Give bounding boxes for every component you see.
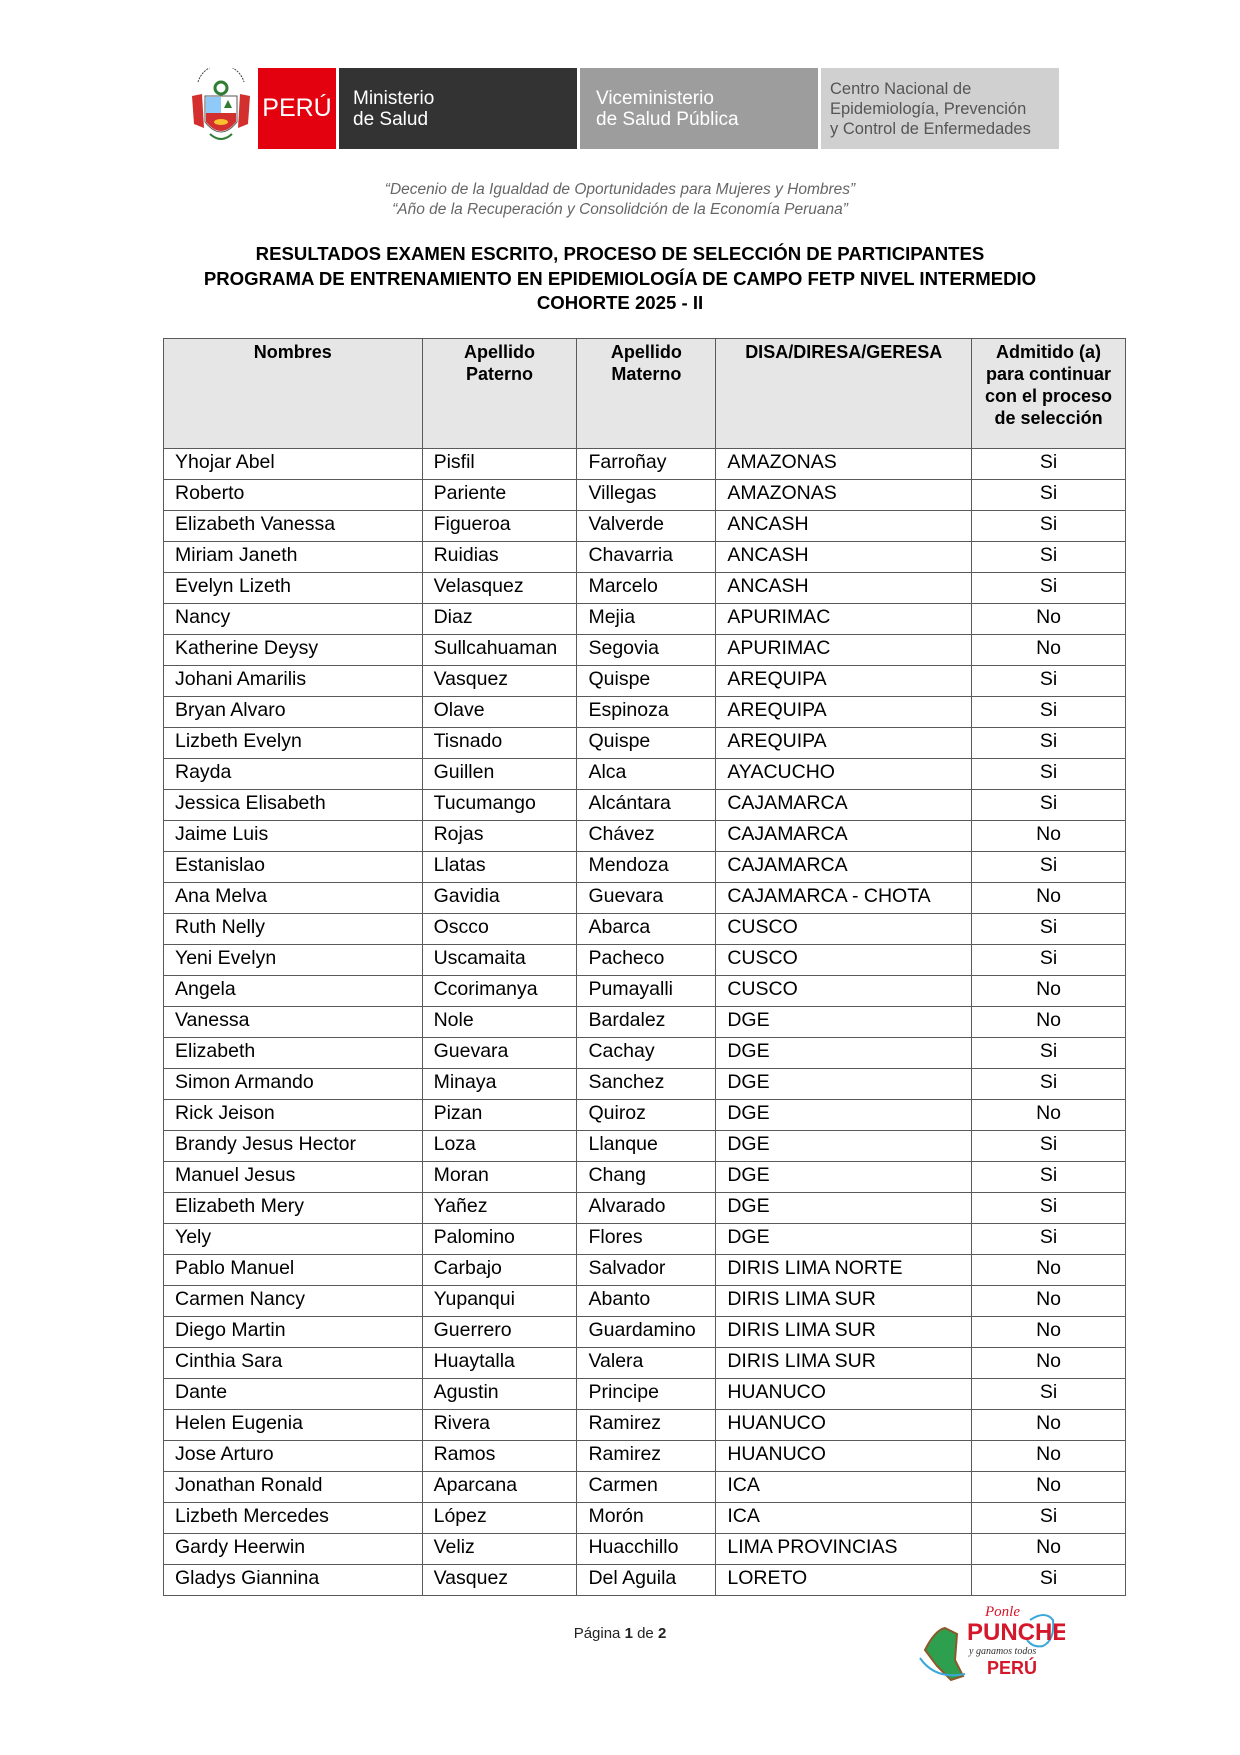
cell-admitido: No (972, 1286, 1126, 1317)
centro-line-3: y Control de Enfermedades (830, 119, 1031, 138)
cell-admitido: No (972, 1100, 1126, 1131)
table-row (164, 1224, 1126, 1255)
cell-nombres: Estanislao (164, 852, 423, 883)
cell-apellido-materno: Morón (577, 1503, 716, 1534)
cell-nombres: Manuel Jesus (164, 1162, 423, 1193)
motto-line-1: “Decenio de la Igualdad de Oportunidades para Mujeres y Hombres” (384, 181, 856, 198)
cell-disa: DGE (716, 1100, 972, 1131)
table-row (164, 1534, 1126, 1565)
cell-apellido-paterno: Agustin (422, 1379, 577, 1410)
motto-line-2: “Año de la Recuperación y Consolidción de la Economía Peruana” (392, 201, 848, 218)
cell-nombres: Gladys Giannina (164, 1565, 423, 1596)
page-total: 2 (657, 1625, 667, 1642)
cell-nombres: Diego Martin (164, 1317, 423, 1348)
cell-disa: CUSCO (716, 914, 972, 945)
cell-apellido-materno: Principe (577, 1379, 716, 1410)
cell-disa: LIMA PROVINCIAS (716, 1534, 972, 1565)
cell-disa: ANCASH (716, 573, 972, 604)
cell-apellido-materno: Carmen (577, 1472, 716, 1503)
cell-disa: CAJAMARCA (716, 790, 972, 821)
viceministerio-block (580, 68, 818, 149)
peru-brand-block (258, 68, 336, 149)
cell-apellido-paterno: Veliz (422, 1534, 577, 1565)
cell-admitido: Si (972, 914, 1126, 945)
cell-disa: LORETO (716, 1565, 972, 1596)
table-row (164, 1286, 1126, 1317)
cell-nombres: Brandy Jesus Hector (164, 1131, 423, 1162)
cell-admitido: Si (972, 697, 1126, 728)
cell-nombres: Yely (164, 1224, 423, 1255)
cell-nombres: Elizabeth Vanessa (164, 511, 423, 542)
cell-apellido-paterno: Ruidias (422, 542, 577, 573)
cell-admitido: Si (972, 790, 1126, 821)
cell-apellido-paterno: Pariente (422, 480, 577, 511)
cell-apellido-paterno: Pizan (422, 1100, 577, 1131)
cell-apellido-materno: Mendoza (577, 852, 716, 883)
table-row (164, 1038, 1126, 1069)
campaign-punche: PUNCHE (967, 1619, 1065, 1646)
cell-disa: DGE (716, 1038, 972, 1069)
cell-nombres: Cinthia Sara (164, 1348, 423, 1379)
cell-apellido-paterno: Vasquez (422, 1565, 577, 1596)
mottos (0, 180, 1240, 220)
header-admitido (972, 339, 1126, 449)
cell-disa: DIRIS LIMA SUR (716, 1348, 972, 1379)
header-nombres: Nombres (164, 339, 423, 449)
cell-apellido-materno: Quispe (577, 666, 716, 697)
table-row (164, 1503, 1126, 1534)
table-row (164, 1100, 1126, 1131)
cell-nombres: Gardy Heerwin (164, 1534, 423, 1565)
cell-apellido-paterno: Sullcahuaman (422, 635, 577, 666)
cell-nombres: Vanessa (164, 1007, 423, 1038)
header-apellido-paterno-text: Apellido Paterno (464, 342, 536, 384)
campaign-peru: PERÚ (987, 1658, 1038, 1678)
cell-nombres: Dante (164, 1379, 423, 1410)
cell-nombres: Elizabeth Mery (164, 1193, 423, 1224)
table-row (164, 1441, 1126, 1472)
table-row (164, 449, 1126, 480)
cell-nombres: Jaime Luis (164, 821, 423, 852)
ministerio-line-2: de Salud (353, 108, 429, 130)
cell-apellido-paterno: Tisnado (422, 728, 577, 759)
table-row (164, 1193, 1126, 1224)
cell-nombres: Yhojar Abel (164, 449, 423, 480)
cell-nombres: Yeni Evelyn (164, 945, 423, 976)
cell-apellido-paterno: Ramos (422, 1441, 577, 1472)
cell-apellido-paterno: Pisfil (422, 449, 577, 480)
cell-nombres: Pablo Manuel (164, 1255, 423, 1286)
cell-apellido-materno: Bardalez (577, 1007, 716, 1038)
cell-admitido: Si (972, 759, 1126, 790)
cell-disa: HUANUCO (716, 1441, 972, 1472)
cell-nombres: Johani Amarilis (164, 666, 423, 697)
cell-admitido: No (972, 635, 1126, 666)
cell-apellido-materno: Alcántara (577, 790, 716, 821)
cell-disa: AREQUIPA (716, 697, 972, 728)
cell-admitido: Si (972, 1224, 1126, 1255)
cell-admitido: No (972, 1007, 1126, 1038)
cell-nombres: Ana Melva (164, 883, 423, 914)
table-row (164, 604, 1126, 635)
page-label: Página (573, 1625, 621, 1642)
cell-disa: ANCASH (716, 511, 972, 542)
cell-disa: ANCASH (716, 542, 972, 573)
title-line-1: RESULTADOS EXAMEN ESCRITO, PROCESO DE SELECCIÓN DE PARTICIPANTES (255, 243, 985, 264)
centro-line-1: Centro Nacional de (830, 79, 972, 98)
cell-nombres: Miriam Janeth (164, 542, 423, 573)
cell-admitido: No (972, 1410, 1126, 1441)
cell-disa: HUANUCO (716, 1379, 972, 1410)
cell-apellido-paterno: Ccorimanya (422, 976, 577, 1007)
cell-admitido: No (972, 1534, 1126, 1565)
cell-disa: APURIMAC (716, 604, 972, 635)
cell-apellido-paterno: López (422, 1503, 577, 1534)
cell-apellido-materno: Chavarria (577, 542, 716, 573)
cell-admitido: No (972, 604, 1126, 635)
cell-apellido-materno: Abanto (577, 1286, 716, 1317)
table-row (164, 759, 1126, 790)
table-row (164, 1379, 1126, 1410)
cell-admitido: Si (972, 1193, 1126, 1224)
cell-apellido-paterno: Carbajo (422, 1255, 577, 1286)
ministerio-line-1: Ministerio (353, 87, 435, 109)
cell-disa: ICA (716, 1503, 972, 1534)
cell-apellido-paterno: Llatas (422, 852, 577, 883)
cell-nombres: Jose Arturo (164, 1441, 423, 1472)
cell-apellido-materno: Segovia (577, 635, 716, 666)
cell-apellido-materno: Espinoza (577, 697, 716, 728)
table-body (164, 449, 1126, 1596)
cell-nombres: Jonathan Ronald (164, 1472, 423, 1503)
cell-apellido-materno: Abarca (577, 914, 716, 945)
cell-apellido-paterno: Minaya (422, 1069, 577, 1100)
cell-admitido: No (972, 976, 1126, 1007)
cell-disa: CAJAMARCA (716, 852, 972, 883)
cell-admitido: Si (972, 852, 1126, 883)
cell-apellido-paterno: Vasquez (422, 666, 577, 697)
cell-disa: AREQUIPA (716, 666, 972, 697)
cell-apellido-materno: Guardamino (577, 1317, 716, 1348)
cell-apellido-paterno: Moran (422, 1162, 577, 1193)
cell-disa: DIRIS LIMA SUR (716, 1286, 972, 1317)
cell-disa: DGE (716, 1193, 972, 1224)
cell-apellido-paterno: Uscamaita (422, 945, 577, 976)
cell-disa: DGE (716, 1007, 972, 1038)
cell-nombres: Nancy (164, 604, 423, 635)
table-row (164, 1162, 1126, 1193)
table-row (164, 573, 1126, 604)
cell-apellido-paterno: Tucumango (422, 790, 577, 821)
cell-nombres: Lizbeth Evelyn (164, 728, 423, 759)
page-of: de (637, 1625, 654, 1642)
page-current: 1 (624, 1625, 633, 1642)
table-row (164, 1317, 1126, 1348)
table-row (164, 511, 1126, 542)
cell-apellido-materno: Quispe (577, 728, 716, 759)
cell-admitido: Si (972, 511, 1126, 542)
cell-apellido-materno: Ramirez (577, 1441, 716, 1472)
peru-coat-of-arms-icon (190, 68, 252, 149)
cell-apellido-materno: Quiroz (577, 1100, 716, 1131)
ponle-punche-logo (915, 1600, 1065, 1685)
cell-apellido-materno: Sanchez (577, 1069, 716, 1100)
cell-nombres: Lizbeth Mercedes (164, 1503, 423, 1534)
cell-admitido: Si (972, 666, 1126, 697)
cell-apellido-paterno: Yañez (422, 1193, 577, 1224)
cell-disa: AMAZONAS (716, 449, 972, 480)
cell-nombres: Evelyn Lizeth (164, 573, 423, 604)
cell-apellido-paterno: Olave (422, 697, 577, 728)
cell-admitido: Si (972, 1503, 1126, 1534)
cell-admitido: No (972, 1441, 1126, 1472)
institutional-banner (190, 68, 1059, 149)
table-row (164, 666, 1126, 697)
cell-apellido-materno: Pacheco (577, 945, 716, 976)
cell-admitido: Si (972, 945, 1126, 976)
cell-disa: CUSCO (716, 976, 972, 1007)
cell-apellido-paterno: Aparcana (422, 1472, 577, 1503)
cell-apellido-materno: Farroñay (577, 449, 716, 480)
cell-apellido-materno: Del Aguila (577, 1565, 716, 1596)
table-row (164, 883, 1126, 914)
table-row (164, 852, 1126, 883)
table-row (164, 697, 1126, 728)
table-row (164, 1410, 1126, 1441)
cell-disa: DGE (716, 1131, 972, 1162)
cell-apellido-materno: Chávez (577, 821, 716, 852)
cell-admitido: Si (972, 1069, 1126, 1100)
centro-line-2: Epidemiología, Prevención (830, 99, 1027, 118)
table-header-row (164, 339, 1126, 449)
cell-nombres: Carmen Nancy (164, 1286, 423, 1317)
cell-nombres: Simon Armando (164, 1069, 423, 1100)
cell-apellido-materno: Valverde (577, 511, 716, 542)
cell-disa: HUANUCO (716, 1410, 972, 1441)
table-row (164, 976, 1126, 1007)
cell-admitido: Si (972, 542, 1126, 573)
table-row (164, 1069, 1126, 1100)
table-row (164, 480, 1126, 511)
cell-apellido-paterno: Loza (422, 1131, 577, 1162)
cell-nombres: Roberto (164, 480, 423, 511)
table-row (164, 1472, 1126, 1503)
table-row (164, 728, 1126, 759)
cell-apellido-paterno: Oscco (422, 914, 577, 945)
table-row (164, 1131, 1126, 1162)
cell-admitido: Si (972, 573, 1126, 604)
cell-admitido: Si (972, 1131, 1126, 1162)
cell-nombres: Rick Jeison (164, 1100, 423, 1131)
cell-admitido: Si (972, 728, 1126, 759)
cell-apellido-paterno: Rojas (422, 821, 577, 852)
viceministerio-line-1: Viceministerio (596, 87, 714, 109)
cell-disa: CAJAMARCA (716, 821, 972, 852)
cell-admitido: No (972, 1317, 1126, 1348)
document-title (0, 242, 1240, 316)
cell-admitido: No (972, 821, 1126, 852)
cell-apellido-paterno: Guevara (422, 1038, 577, 1069)
cell-apellido-materno: Salvador (577, 1255, 716, 1286)
cell-disa: ICA (716, 1472, 972, 1503)
cell-admitido: Si (972, 1379, 1126, 1410)
header-apellido-paterno (422, 339, 577, 449)
cell-apellido-paterno: Huaytalla (422, 1348, 577, 1379)
table-row (164, 945, 1126, 976)
cell-apellido-paterno: Diaz (422, 604, 577, 635)
table-row (164, 1255, 1126, 1286)
cell-disa: DGE (716, 1069, 972, 1100)
cell-apellido-materno: Valera (577, 1348, 716, 1379)
title-line-2: PROGRAMA DE ENTRENAMIENTO EN EPIDEMIOLOGÍA DE CAMPO FETP NIVEL INTERMEDIO (203, 267, 1037, 289)
table-row (164, 790, 1126, 821)
cell-disa: CUSCO (716, 945, 972, 976)
header-apellido-materno (577, 339, 716, 449)
title-line-3: COHORTE 2025 - II (536, 292, 704, 313)
cell-apellido-paterno: Palomino (422, 1224, 577, 1255)
header-apellido-materno-text: Apellido Materno (610, 342, 682, 384)
header-admitido-text: Admitido (a) para continuar con el proceso de selección (985, 342, 1113, 428)
cell-nombres: Bryan Alvaro (164, 697, 423, 728)
cell-nombres: Elizabeth (164, 1038, 423, 1069)
table-row (164, 1007, 1126, 1038)
table-row (164, 542, 1126, 573)
cell-apellido-materno: Cachay (577, 1038, 716, 1069)
cell-apellido-materno: Huacchillo (577, 1534, 716, 1565)
cell-disa: DIRIS LIMA SUR (716, 1317, 972, 1348)
cell-apellido-paterno: Gavidia (422, 883, 577, 914)
viceministerio-line-2: de Salud Pública (596, 108, 739, 130)
cell-admitido: Si (972, 1038, 1126, 1069)
ministerio-block (339, 68, 577, 149)
cell-apellido-materno: Marcelo (577, 573, 716, 604)
cell-apellido-paterno: Guillen (422, 759, 577, 790)
cell-nombres: Ruth Nelly (164, 914, 423, 945)
cell-apellido-materno: Alvarado (577, 1193, 716, 1224)
cell-disa: AREQUIPA (716, 728, 972, 759)
cdc-block (821, 68, 1059, 149)
cell-disa: AYACUCHO (716, 759, 972, 790)
cell-apellido-materno: Flores (577, 1224, 716, 1255)
cell-disa: AMAZONAS (716, 480, 972, 511)
cell-apellido-materno: Mejia (577, 604, 716, 635)
cell-disa: DGE (716, 1224, 972, 1255)
cell-admitido: Si (972, 1565, 1126, 1596)
campaign-ganamos: y ganamos todos (969, 1646, 1037, 1657)
cell-admitido: No (972, 1472, 1126, 1503)
cell-apellido-materno: Ramirez (577, 1410, 716, 1441)
cell-admitido: Si (972, 480, 1126, 511)
cell-admitido: Si (972, 449, 1126, 480)
cell-apellido-paterno: Guerrero (422, 1317, 577, 1348)
table-row (164, 1565, 1126, 1596)
cell-admitido: No (972, 1348, 1126, 1379)
cell-disa: DIRIS LIMA NORTE (716, 1255, 972, 1286)
cell-nombres: Rayda (164, 759, 423, 790)
cell-admitido: No (972, 883, 1126, 914)
table-row (164, 1348, 1126, 1379)
cell-admitido: No (972, 1255, 1126, 1286)
cell-admitido: Si (972, 1162, 1126, 1193)
header-disa: DISA/DIRESA/GERESA (716, 339, 972, 449)
cell-apellido-paterno: Nole (422, 1007, 577, 1038)
peru-label: PERÚ (262, 94, 332, 122)
cell-apellido-materno: Pumayalli (577, 976, 716, 1007)
cell-apellido-paterno: Rivera (422, 1410, 577, 1441)
cell-apellido-paterno: Velasquez (422, 573, 577, 604)
cell-nombres: Helen Eugenia (164, 1410, 423, 1441)
cell-nombres: Angela (164, 976, 423, 1007)
cell-nombres: Katherine Deysy (164, 635, 423, 666)
results-table (163, 338, 1126, 1596)
cell-apellido-materno: Chang (577, 1162, 716, 1193)
cell-disa: APURIMAC (716, 635, 972, 666)
cell-apellido-materno: Guevara (577, 883, 716, 914)
cell-nombres: Jessica Elisabeth (164, 790, 423, 821)
cell-apellido-paterno: Yupanqui (422, 1286, 577, 1317)
campaign-ponle: Ponle (985, 1604, 1020, 1620)
cell-disa: DGE (716, 1162, 972, 1193)
cell-apellido-materno: Llanque (577, 1131, 716, 1162)
cell-disa: CAJAMARCA - CHOTA (716, 883, 972, 914)
cell-apellido-paterno: Figueroa (422, 511, 577, 542)
table-row (164, 914, 1126, 945)
cell-apellido-materno: Alca (577, 759, 716, 790)
table-row (164, 821, 1126, 852)
table-row (164, 635, 1126, 666)
cell-apellido-materno: Villegas (577, 480, 716, 511)
